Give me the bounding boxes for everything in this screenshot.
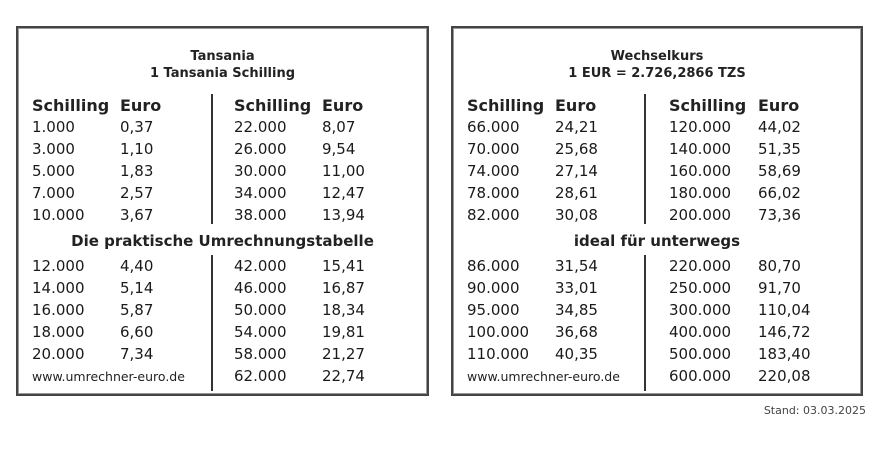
schilling-value: 500.000: [669, 345, 732, 363]
euro-value: 33,01: [555, 279, 598, 297]
euro-value: 12,47: [322, 184, 365, 202]
schilling-value: 10.000: [32, 206, 85, 224]
schilling-value: 300.000: [669, 301, 732, 319]
euro-value: 80,70: [758, 257, 801, 275]
schilling-value: 400.000: [669, 323, 732, 341]
euro-value: 22,74: [322, 367, 365, 385]
euro-value: 44,02: [758, 118, 801, 136]
euro-value: 25,68: [555, 140, 598, 158]
title-country: Tansania: [190, 49, 255, 64]
footer-url: www.umrechner-euro.de: [467, 369, 620, 384]
euro-value: 28,61: [555, 184, 598, 202]
euro-value: 66,02: [758, 184, 801, 202]
euro-value: 18,34: [322, 301, 365, 319]
schilling-value: 42.000: [234, 257, 287, 275]
table-title: [18, 48, 427, 82]
euro-value: 40,35: [555, 345, 598, 363]
euro-value: 8,07: [322, 118, 356, 136]
schilling-value: 58.000: [234, 345, 287, 363]
schilling-value: 16.000: [32, 301, 85, 319]
euro-value: 21,27: [322, 345, 365, 363]
schilling-value: 5.000: [32, 162, 75, 180]
euro-value: 0,37: [120, 118, 154, 136]
euro-value: 31,54: [555, 257, 598, 275]
header-schilling: Schilling: [467, 96, 545, 115]
schilling-value: 600.000: [669, 367, 732, 385]
schilling-value: 1.000: [32, 118, 75, 136]
euro-value: 2,57: [120, 184, 154, 202]
euro-value: 15,41: [322, 257, 365, 275]
conversion-table-right: [451, 26, 863, 396]
divider-top: [644, 94, 646, 224]
euro-value: 7,34: [120, 345, 154, 363]
euro-value: 13,94: [322, 206, 365, 224]
schilling-value: 78.000: [467, 184, 520, 202]
divider-bottom: [211, 255, 213, 391]
euro-value: 1,10: [120, 140, 154, 158]
header-euro: Euro: [758, 96, 800, 115]
schilling-value: 120.000: [669, 118, 732, 136]
euro-value: 27,14: [555, 162, 598, 180]
schilling-value: 34.000: [234, 184, 287, 202]
section-heading: Die praktische Umrechnungstabelle: [71, 232, 374, 250]
schilling-value: 7.000: [32, 184, 75, 202]
divider-top: [211, 94, 213, 224]
euro-value: 5,14: [120, 279, 154, 297]
schilling-value: 160.000: [669, 162, 732, 180]
schilling-value: 86.000: [467, 257, 520, 275]
euro-value: 110,04: [758, 301, 811, 319]
euro-value: 19,81: [322, 323, 365, 341]
table-title: [453, 48, 861, 82]
schilling-value: 74.000: [467, 162, 520, 180]
euro-value: 3,67: [120, 206, 154, 224]
schilling-value: 62.000: [234, 367, 287, 385]
schilling-value: 180.000: [669, 184, 732, 202]
schilling-value: 95.000: [467, 301, 520, 319]
schilling-value: 110.000: [467, 345, 530, 363]
schilling-value: 140.000: [669, 140, 732, 158]
schilling-value: 66.000: [467, 118, 520, 136]
euro-value: 51,35: [758, 140, 801, 158]
euro-value: 16,87: [322, 279, 365, 297]
euro-value: 5,87: [120, 301, 154, 319]
euro-value: 91,70: [758, 279, 801, 297]
euro-value: 73,36: [758, 206, 801, 224]
euro-value: 58,69: [758, 162, 801, 180]
header-euro: Euro: [120, 96, 162, 115]
schilling-value: 18.000: [32, 323, 85, 341]
euro-value: 146,72: [758, 323, 811, 341]
schilling-value: 46.000: [234, 279, 287, 297]
date-stamp: Stand: 03.03.2025: [763, 404, 866, 417]
title-unit: 1 Tansania Schilling: [149, 66, 296, 81]
footer-url: www.umrechner-euro.de: [32, 369, 185, 384]
euro-value: 11,00: [322, 162, 365, 180]
schilling-value: 220.000: [669, 257, 732, 275]
header-schilling: Schilling: [32, 96, 110, 115]
header-euro: Euro: [555, 96, 597, 115]
schilling-value: 54.000: [234, 323, 287, 341]
header-schilling: Schilling: [234, 96, 312, 115]
euro-value: 4,40: [120, 257, 154, 275]
schilling-value: 26.000: [234, 140, 287, 158]
euro-value: 24,21: [555, 118, 598, 136]
schilling-value: 50.000: [234, 301, 287, 319]
section-heading: ideal für unterwegs: [573, 232, 741, 250]
schilling-value: 12.000: [32, 257, 85, 275]
title-exchange-rate: 1 EUR = 2.726,2866 TZS: [568, 66, 746, 81]
schilling-value: 14.000: [32, 279, 85, 297]
title-exchange-rate-label: Wechselkurs: [610, 49, 704, 64]
euro-value: 6,60: [120, 323, 154, 341]
euro-value: 30,08: [555, 206, 598, 224]
euro-value: 9,54: [322, 140, 356, 158]
schilling-value: 200.000: [669, 206, 732, 224]
euro-value: 36,68: [555, 323, 598, 341]
conversion-table-left: [16, 26, 429, 396]
schilling-value: 82.000: [467, 206, 520, 224]
euro-value: 183,40: [758, 345, 811, 363]
schilling-value: 100.000: [467, 323, 530, 341]
euro-value: 34,85: [555, 301, 598, 319]
header-euro: Euro: [322, 96, 364, 115]
divider-bottom: [644, 255, 646, 391]
schilling-value: 22.000: [234, 118, 287, 136]
schilling-value: 20.000: [32, 345, 85, 363]
schilling-value: 3.000: [32, 140, 75, 158]
schilling-value: 90.000: [467, 279, 520, 297]
schilling-value: 30.000: [234, 162, 287, 180]
schilling-value: 70.000: [467, 140, 520, 158]
schilling-value: 250.000: [669, 279, 732, 297]
euro-value: 1,83: [120, 162, 154, 180]
euro-value: 220,08: [758, 367, 811, 385]
schilling-value: 38.000: [234, 206, 287, 224]
header-schilling: Schilling: [669, 96, 747, 115]
